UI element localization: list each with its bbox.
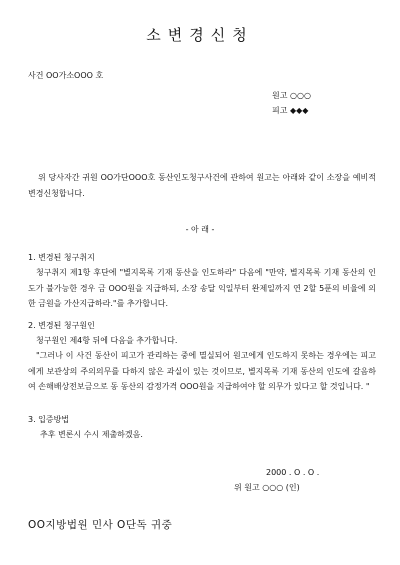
court-addressee: OO지방법원 민사 O단독 귀중 — [28, 519, 173, 531]
section-2-heading: 2. 변경된 청구원인 — [28, 321, 95, 330]
section-3-heading: 3. 입증방법 — [28, 415, 70, 424]
section-3-text: 추후 변론시 수시 제출하겠음. — [40, 430, 143, 439]
section-1-text: 청구취지 제1항 후단에 "별지목록 기재 동산을 인도하라" 다음에 "만약, 별지목록 기재 동산의 인도가 불가능한 경우 금 OOO원을 지급하되, 소장 송달 익일부터 완제일까지 연 2할 5푼의 비율에 의한 금원을 가산지급하라."를 추가합니다. — [28, 268, 376, 308]
document-title: 소변경신청 — [146, 26, 254, 44]
section-2-quote: "그러나 이 사건 동산이 피고가 관리하는 중에 멸실되어 원고에게 인도하지 못하는 경우에는 피고에게 보관상의 주의의무를 다하지 않은 과실이 있는 것이므로, 별지목록 기재 동산의 인도에 갈음하여 손해배상전보금으로 동 동산의 감정가격 OOO원을 지급하여야 할 의무가 있다고 할 것입니다. " — [28, 351, 376, 391]
document-date: 2000 . O . O . — [266, 468, 320, 477]
section-1-heading: 1. 변경된 청구취지 — [28, 253, 95, 262]
section-2-line: 청구원인 제4항 뒤에 다음을 추가합니다. — [36, 336, 178, 345]
plaintiff-name: 원고 ○○○ — [272, 91, 311, 100]
signature-line: 위 원고 ○○○ (인) — [234, 483, 300, 492]
defendant-name: 피고 ◆◆◆ — [272, 106, 309, 115]
intro-paragraph: 위 당사자간 귀원 OO가단OOO호 동산인도청구사건에 관하여 원고는 아래와 같이 소장을 예비적 변경신청합니다. — [28, 173, 376, 198]
case-number: 사건 OO가소OOO 호 — [28, 71, 104, 80]
below-heading: - 아 래 - — [185, 225, 215, 234]
